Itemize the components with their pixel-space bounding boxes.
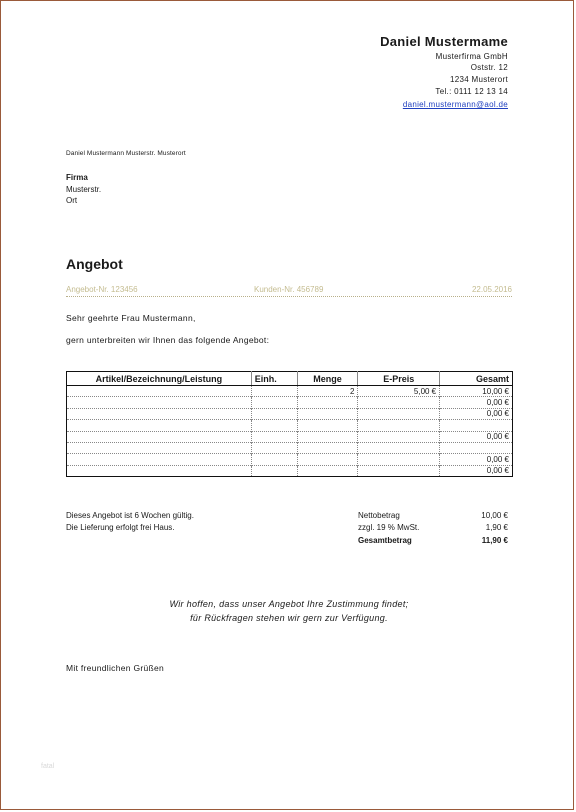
table-cell [358, 431, 440, 442]
table-cell [67, 431, 252, 442]
table-cell [297, 408, 358, 419]
table-cell [297, 442, 358, 453]
watermark-text: fatal [41, 763, 55, 770]
table-cell [358, 408, 440, 419]
table-cell [297, 465, 358, 476]
table-header-row [67, 372, 513, 386]
table-cell [67, 442, 252, 453]
table-row [67, 431, 513, 442]
header-unit: Einh. [251, 372, 297, 386]
table-row [67, 442, 513, 453]
table-cell [67, 454, 252, 465]
validity-note: Dieses Angebot ist 6 Wochen gültig. [66, 511, 194, 520]
sender-city: 1234 Musterort [449, 75, 508, 84]
recipient-city: Ort [66, 196, 78, 205]
sender-email-link[interactable]: daniel.mustermann@aol.de [402, 100, 508, 109]
table-cell [358, 442, 440, 453]
table-row [67, 420, 513, 431]
table-cell [67, 386, 252, 397]
offer-number: Angebot-Nr. 123456 [66, 285, 138, 294]
header-total: Gesamt [440, 372, 513, 386]
delivery-note: Die Lieferung erfolgt frei Haus. [66, 523, 175, 532]
header-article: Artikel/Bezeichnung/Leistung [67, 372, 252, 386]
table-cell [251, 442, 297, 453]
salutation: Sehr geehrte Frau Mustermann, [66, 313, 196, 323]
table-cell [67, 397, 252, 408]
items-table [66, 371, 513, 477]
table-cell [440, 442, 513, 453]
table-cell [358, 420, 440, 431]
document-title: Angebot [66, 256, 123, 272]
offer-meta-line [66, 285, 512, 297]
regards: Mit freundlichen Grüßen [66, 663, 165, 673]
table-cell [358, 397, 440, 408]
vat-label: zzgl. 19 % MwSt. [358, 523, 420, 532]
offer-date: 22.05.2016 [471, 285, 512, 294]
table-cell [251, 408, 297, 419]
table-row [67, 454, 513, 465]
table-cell: 10,00 € [440, 386, 513, 397]
header-unit-price: E-Preis [358, 372, 440, 386]
recipient-street: Musterstr. [66, 185, 102, 194]
table-cell: 5,00 € [358, 386, 440, 397]
table-cell [297, 420, 358, 431]
total-amount-value: 11,90 € [481, 536, 508, 545]
table-row [67, 397, 513, 408]
net-amount-label: Nettobetrag [358, 511, 400, 520]
closing-line-2: für Rückfragen stehen wir gern zur Verfügung. [190, 613, 388, 623]
total-amount-label: Gesamtbetrag [358, 536, 412, 545]
table-cell [251, 431, 297, 442]
table-row [67, 408, 513, 419]
return-address: Daniel Mustermann Musterstr. Musterort [66, 150, 186, 157]
table-cell: 0,00 € [440, 465, 513, 476]
table-cell [297, 454, 358, 465]
table-cell [297, 431, 358, 442]
table-cell: 2 [297, 386, 358, 397]
table-row [67, 465, 513, 476]
table-cell [251, 465, 297, 476]
table-cell [251, 386, 297, 397]
table-cell [440, 420, 513, 431]
table-cell: 0,00 € [440, 397, 513, 408]
table-cell: 0,00 € [440, 431, 513, 442]
table-cell [67, 465, 252, 476]
table-cell [251, 454, 297, 465]
table-cell [67, 420, 252, 431]
intro-text: gern unterbreiten wir Ihnen das folgende Angebot: [66, 335, 270, 345]
sender-name: Daniel Mustermame [380, 34, 508, 49]
table-row [67, 386, 513, 397]
table-cell: 0,00 € [440, 408, 513, 419]
sender-street: Oststr. 12 [470, 63, 508, 72]
header-quantity: Menge [297, 372, 358, 386]
vat-value: 1,90 € [485, 523, 508, 532]
table-cell [251, 397, 297, 408]
customer-number: Kunden-Nr. 456789 [254, 285, 324, 294]
table-cell: 0,00 € [440, 454, 513, 465]
table-cell [358, 454, 440, 465]
sender-phone: Tel.: 0111 12 13 14 [435, 87, 508, 96]
closing-line-1: Wir hoffen, dass unser Angebot Ihre Zustimmung findet; [169, 599, 409, 609]
table-cell [251, 420, 297, 431]
table-cell [297, 397, 358, 408]
sender-company: Musterfirma GmbH [435, 52, 508, 61]
net-amount-value: 10,00 € [481, 511, 508, 520]
recipient-company: Firma [66, 173, 88, 182]
table-cell [67, 408, 252, 419]
table-cell [358, 465, 440, 476]
